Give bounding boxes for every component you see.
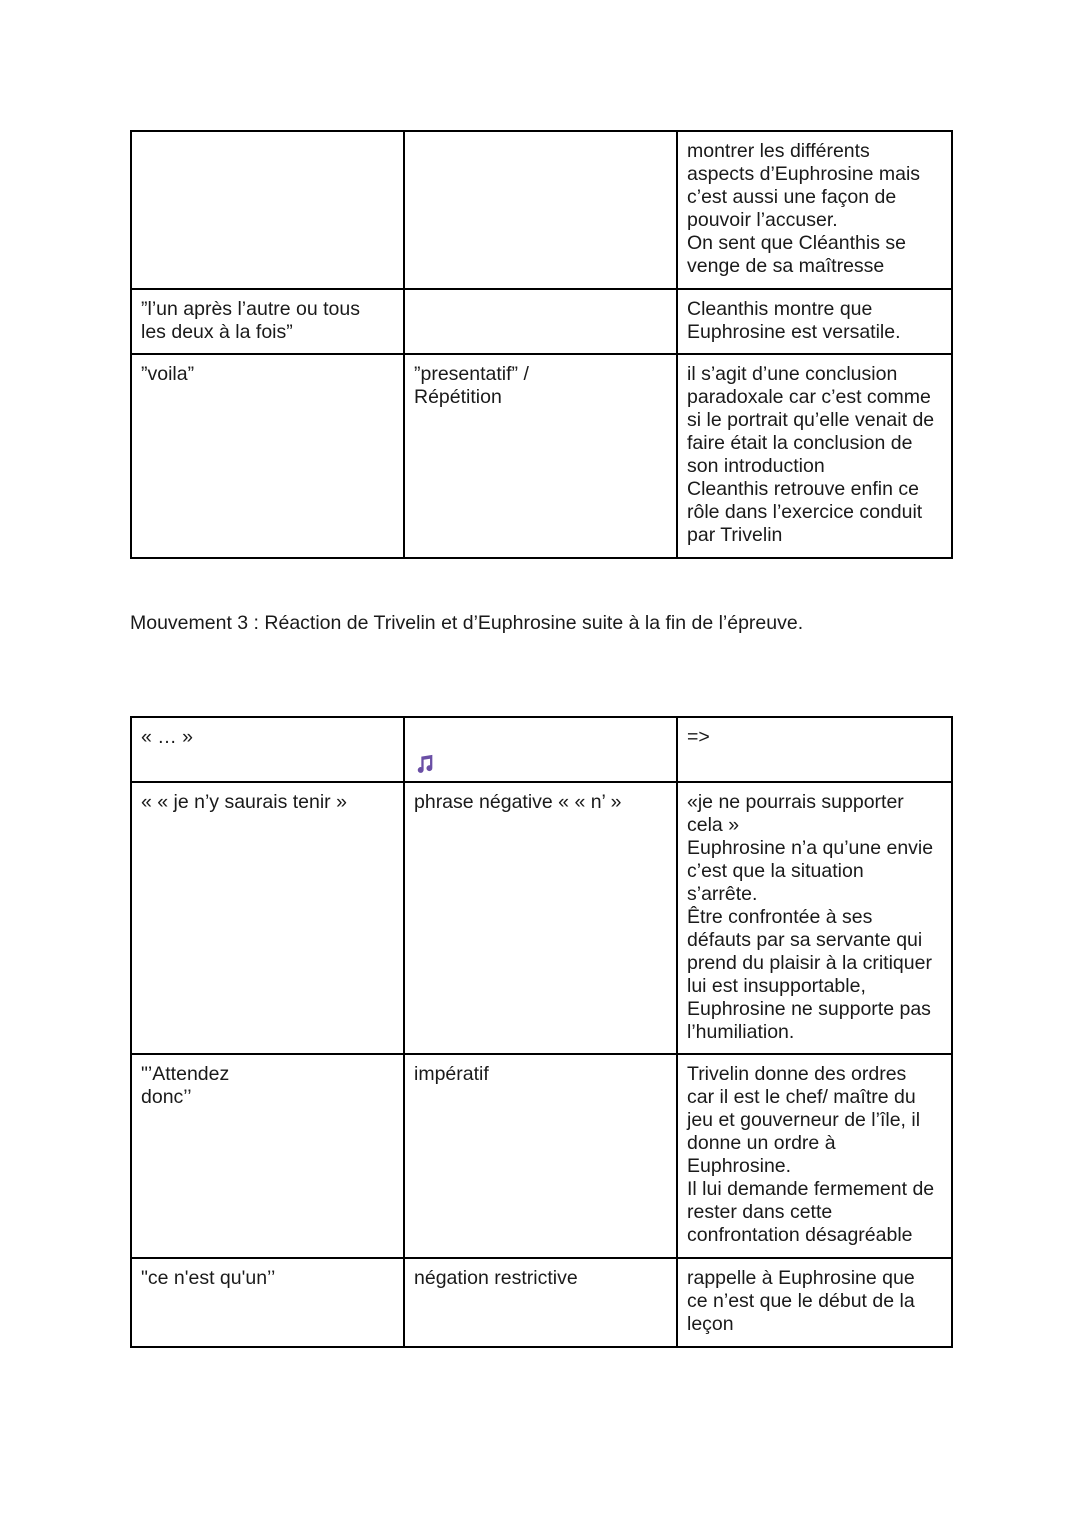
table-cell-interpretation: «je ne pourrais supporter cela » Euphrosine n’a qu’une envie c’est que la situation s’arrête. Être confrontée à ses défauts par sa servante qui prend du plaisir à la critiquer lui est insupportable, Euphrosine ne supporte pas l’humiliation. (677, 782, 952, 1054)
header-cell-device (404, 717, 677, 782)
table-cell-quote (131, 131, 404, 289)
table-row (131, 1054, 952, 1258)
analysis-table-1 (130, 130, 953, 559)
table-row (131, 354, 952, 558)
table-cell-interpretation: montrer les différents aspects d’Euphrosine mais c’est aussi une façon de pouvoir l’accuser. On sent que Cléanthis se venge de sa maîtresse (677, 131, 952, 289)
table-cell-quote: ”voila” (131, 354, 404, 558)
table-cell-interpretation: il s’agit d’une conclusion paradoxale car c’est comme si le portrait qu’elle venait de faire était la conclusion de son introduction Cleanthis retrouve enfin ce rôle dans l’exercice conduit par Trivelin (677, 354, 952, 558)
movement-3-heading: Mouvement 3 : Réaction de Trivelin et d’Euphrosine suite à la fin de l’épreuve. (130, 612, 804, 634)
table-cell-quote: « « je n’y saurais tenir » (131, 782, 404, 1054)
header-cell-quote: « … » (131, 717, 404, 782)
table-cell-interpretation: rappelle à Euphrosine que ce n’est que le début de la leçon (677, 1258, 952, 1347)
table-cell-interpretation: Cleanthis montre que Euphrosine est versatile. (677, 289, 952, 354)
table-header-row (131, 717, 952, 782)
table-row (131, 782, 952, 1054)
table-cell-quote: ”l’un après l’autre ou tous les deux à la fois” (131, 289, 404, 354)
table-cell-device: négation restrictive (404, 1258, 677, 1347)
table-cell-device: ”presentatif” / Répétition (404, 354, 677, 558)
table-cell-device (404, 131, 677, 289)
table-cell-interpretation: Trivelin donne des ordres car il est le chef/ maître du jeu et gouverneur de l’île, il donne un ordre à Euphrosine. Il lui demande fermement de rester dans cette confrontation désagréable (677, 1054, 952, 1258)
table-cell-device: impératif (404, 1054, 677, 1258)
table-row (131, 1258, 952, 1347)
table-row (131, 131, 952, 289)
analysis-table-2 (130, 716, 953, 1348)
table-row (131, 289, 952, 354)
header-cell-interpretation: => (677, 717, 952, 782)
music-note-icon (414, 753, 436, 775)
table-cell-quote: "’Attendez donc’’ (131, 1054, 404, 1258)
table-cell-device: phrase négative « « n’ » (404, 782, 677, 1054)
table-cell-quote: "ce n'est qu'un’’ (131, 1258, 404, 1347)
table-cell-device (404, 289, 677, 354)
